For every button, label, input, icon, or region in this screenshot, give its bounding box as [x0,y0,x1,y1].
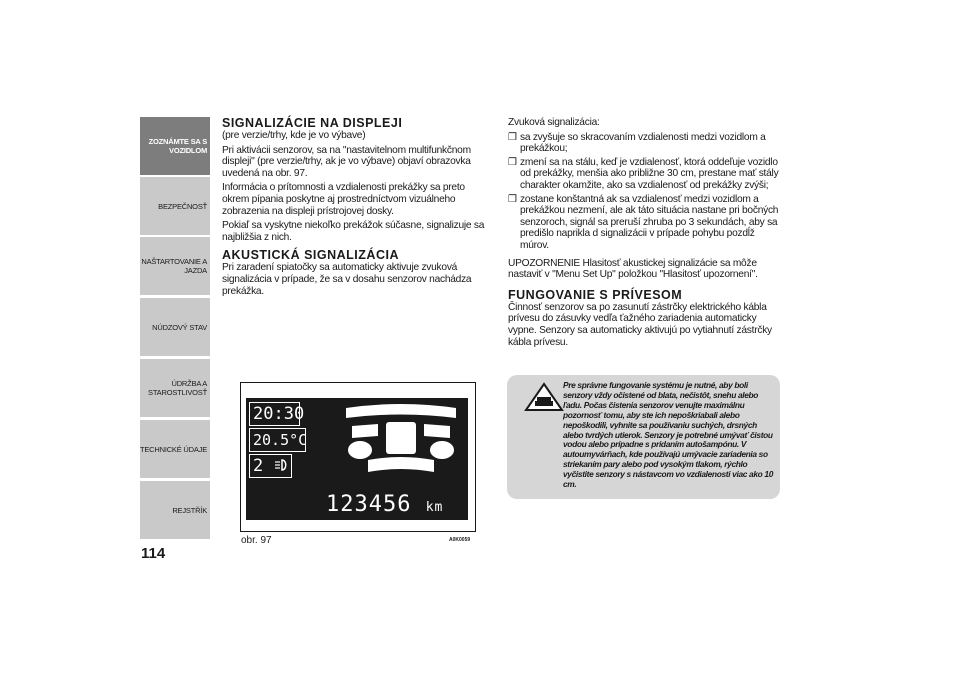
paragraph: Pri zaradení spiatočky sa automaticky aktivuje zvuková signalizácia v prípade, že sa v dosahu senzorov nachádza prekážka. [222,262,472,297]
tab-label: TECHNICKÉ ÚDAJE [140,444,208,454]
bullet-marker: ❒ [508,193,517,205]
tab-emergency[interactable] [140,298,210,356]
tab-starting-driving[interactable] [140,237,210,295]
section-heading: AKUSTICKÁ SIGNALIZÁCIA [222,248,399,263]
tab-label: ÚDRŽBA A STAROSTLIVOSŤ [148,379,207,397]
page-number: 114 [141,545,166,562]
car-icon [386,422,416,454]
bullet-marker: ❒ [508,131,517,143]
list-item-text: zostane konštantná ak sa vzdialenosť medzi vozidlom a prekážkou nezmení, ale ak táto situácia nastane pri bočných senzoroch, signál sa preruší zhruba po 3 sekundách, aby sa predišlo naprikla d signalizácii v prípade pohybu pozdĺž múrov. [520,193,779,251]
instrument-display [246,398,468,520]
paragraph: Pri aktivácii senzorov, sa na "nastavitelnom multifunkčnom displeji" (pre verzie/trhy, ak je vo výbave) objaví obrazovka uvedená na obr. 97. [222,144,471,179]
list-item [508,132,786,155]
bullet-marker: ❒ [508,156,517,168]
paragraph: Zvuková signalizácia: [508,117,600,128]
temperature-readout: 20.5°C [249,428,306,452]
tab-maintenance[interactable] [140,359,210,417]
odometer-value: 123456 [326,492,412,517]
figure-caption: obr. 97 [241,535,272,546]
tab-getting-to-know[interactable] [140,117,210,175]
left-column [222,117,494,300]
warning-box [507,375,780,499]
parking-sensor-graphic [338,402,464,480]
tab-label: NÚDZOVÝ STAV [152,322,207,332]
gear-value: 2 [253,456,264,476]
odometer-unit: km [425,500,444,515]
paragraph: Pokiaľ sa vyskytne niekoľko prekážok súčasne, signalizuje sa najbližšia z nich. [222,220,485,243]
gear-readout [249,454,292,478]
tab-safety[interactable] [140,177,210,235]
list-item-text: sa zvyšuje so skracovaním vzdialenosti medzi vozidlom a prekážkou; [520,131,766,155]
note-paragraph: UPOZORNENIE Hlasitosť akustickej signalizácie sa môže nastaviť v "Menu Set Up" položkou "Hlasitosť upozornení". [508,257,758,281]
tab-index[interactable] [140,481,210,539]
tab-label: REJSTŘÍK [172,505,207,515]
right-column [508,117,786,351]
list-item-text: zmení sa na stálu, keď je vzdialenosť, ktorá oddeľuje vozidlo od prekážky, menšia ako približne 30 cm, prestane mať stály charakter okamžite, ako sa vzdialenosť od prekážky zvýši; [520,156,779,191]
odometer-readout [326,492,443,517]
headlight-icon [274,458,288,472]
list-item [508,194,786,252]
figure-display [240,382,476,532]
tab-technical-data[interactable] [140,420,210,478]
paragraph: (pre verzie/trhy, kde je vo výbave) [222,130,366,141]
warning-text: Pre správne fungovanie systému je nutné, aby boli senzory vždy očistené od blata, nečistôt, snehu alebo ľadu. Počas čistenia senzorov venujte maximálnu pozornosť tomu, aby ste ich nepoškriabali alebo nepoškodili, vyhnite sa používaniu suchých, drsných alebo tvrdých utierok. Senzory je potrebné umývať čistou vodou alebo prípadne s pridaním autošampónu. V autoumyvárňach, kde používajú umývacie zariadenia so striekaním pary alebo pod vysokým tlakom, rýchlo vyčistite senzory s nástavcom vo vzdialenosti viac ako 10 cm. [563,380,774,490]
tab-label: NAŠTARTOVANIE A JAZDA [141,257,207,275]
clock-readout: 20:30 [249,402,300,426]
tab-label: ZOZNÁMTE SA S VOZIDLOM [148,137,207,155]
section-heading: SIGNALIZÁCIE NA DISPLEJI [222,116,403,130]
paragraph: Informácia o prítomnosti a vzdialenosti prekážky sa preto okrem pípania poskytne aj prostredníctvom vizuálneho zobrazenia na displeji prístrojovej dosky. [222,182,465,217]
list-item [508,157,786,192]
section-heading: FUNGOVANIE S PRÍVESOM [508,287,683,302]
paragraph: Činnosť senzorov sa po zasunutí zástrčky elektrického kábla prívesu do zásuvky vedľa ťažného zariadenia automaticky vypne. Senzory sa automaticky aktivujú po vytiahnutí zástrčky kábla prívesu. [508,301,772,348]
figure-code: A0K0059 [449,537,471,543]
tab-label: BEZPEČNOSŤ [158,201,207,211]
